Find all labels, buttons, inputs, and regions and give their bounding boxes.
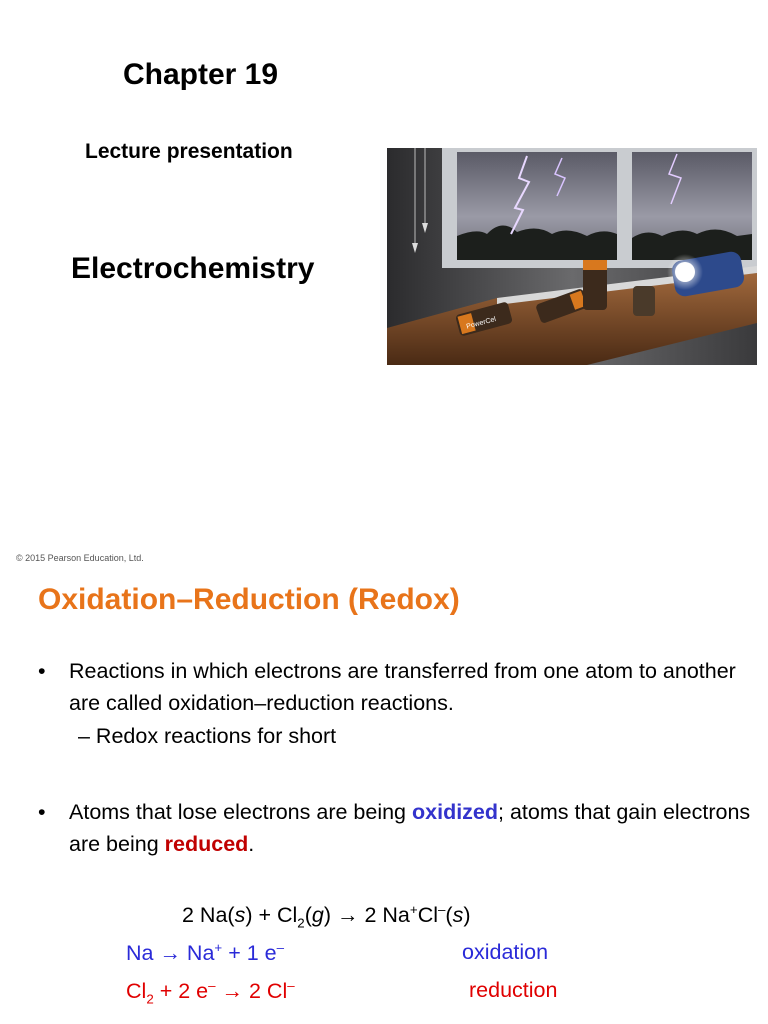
bullet-marker: • — [38, 659, 46, 683]
overall-equation: 2 $Na(s) + Cl_2(g) \to 2$ Na+Cl–(s) — [182, 902, 471, 931]
reduction-label: reduction — [469, 978, 558, 1002]
bullet-text: Atoms that lose electrons are being oxidized; atoms that gain electrons are being reduced. — [69, 800, 751, 856]
cover-photo — [387, 148, 757, 365]
copyright-notice: © 2015 Pearson Education, Ltd. — [16, 553, 144, 563]
reduction-half-reaction: $Cl_2 + 2$ e– → 2 Cl– — [126, 978, 295, 1007]
chapter-title: Electrochemistry — [71, 252, 315, 285]
bullet-item-2 — [38, 796, 758, 860]
oxidation-half-reaction: Na → Na+ + 1 e– — [126, 940, 285, 966]
bullet-marker: • — [38, 800, 46, 824]
bullet-item-1 — [38, 655, 758, 719]
oxidized-term: oxidized — [412, 800, 499, 824]
lecture-subtitle: Lecture presentation — [85, 140, 293, 163]
chapter-heading: Chapter 19 — [123, 58, 279, 91]
sub-bullet: – Redox reactions for short — [78, 724, 337, 748]
battery-brand-label: PowerCel — [465, 316, 497, 331]
reduced-term: reduced — [164, 832, 249, 856]
slide-title: Oxidation–Reduction (Redox) — [38, 583, 460, 616]
bullet-text: Reactions in which electrons are transferred from one atom to another are called oxidation–reduction reactions. — [69, 659, 736, 715]
oxidation-label: oxidation — [462, 940, 549, 964]
